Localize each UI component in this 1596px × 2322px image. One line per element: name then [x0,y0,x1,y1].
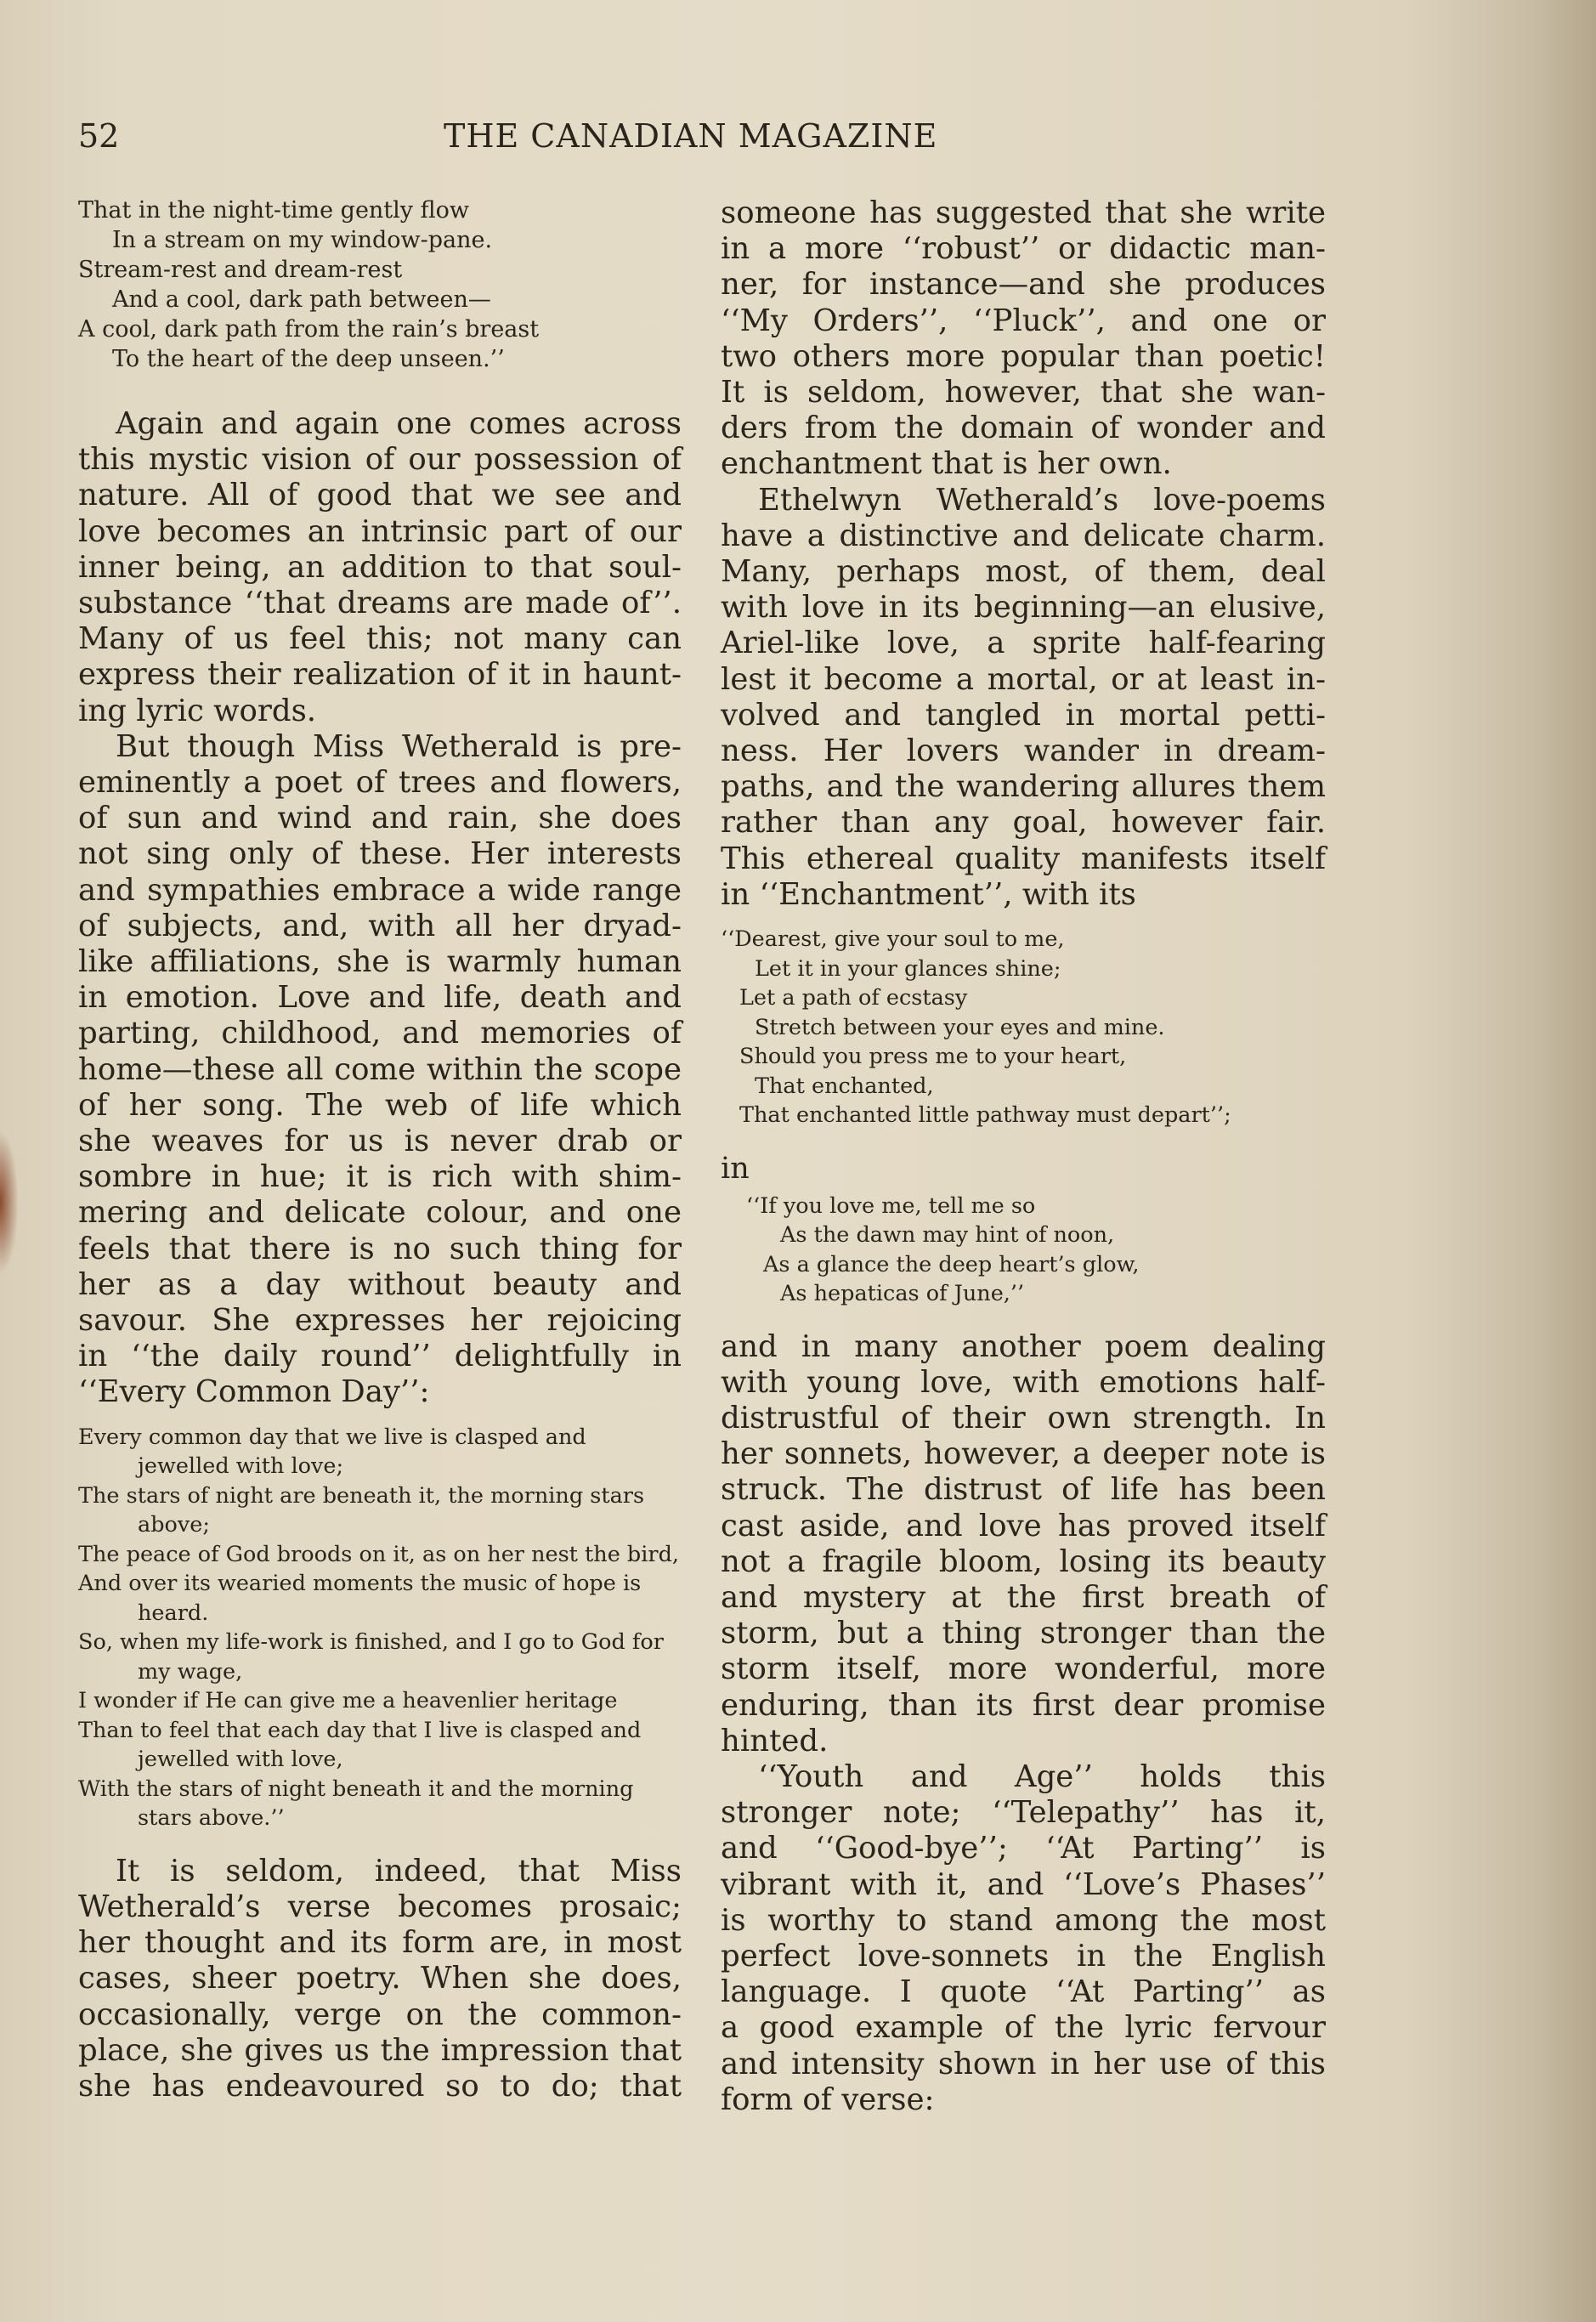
text-line: mering and delicate colour, and one [78,1195,682,1231]
text-line: ness. Her lovers wander in dream- [721,733,1326,769]
text-line: volved and tangled in mortal petti- [721,697,1326,733]
verse-line: Let a path of ecstasy [739,985,968,1011]
text-line: paths, and the wandering allures them [721,769,1326,805]
verse-line: ‘‘Dearest, give your soul to me, [721,926,1065,953]
text-line: occasionally, verge on the common- [78,1996,682,2032]
verse-line: The peace of God broods on it, as on her nest the bird, [78,1541,680,1567]
verse-line: In a stream on my window-pane. [112,227,493,253]
text-line: her as a day without beauty and [78,1266,682,1302]
text-line: her thought and its form are, in most [78,1925,682,1961]
verse-line: Let it in your glances shine; [755,955,1061,982]
text-line: nature. All of good that we see and [78,478,682,513]
text-line: sombre in hue; it is rich with shim- [78,1159,682,1195]
text-line: savour. She expresses her rejoicing [78,1303,682,1339]
verse-line: With the stars of night beneath it and the morning stars above.’’ [78,1775,634,1832]
page-number: 52 [78,117,120,155]
verse-line: I wonder if He can give me a heavenlier heritage [78,1688,618,1714]
text-line: she has endeavoured so to do; that [78,2068,682,2104]
text-line: rather than any goal, however fair. [721,805,1326,841]
text-line: someone has suggested that she write [721,195,1326,230]
text-line: eminently a poet of trees and flowers, [78,765,682,801]
connector-in: in [721,1151,750,1186]
text-line: This ethereal quality manifests itself [721,841,1326,876]
text-line: express their realization of it in haunt- [78,657,682,693]
verse-line: That enchanted little pathway must depart’’; [739,1102,1231,1129]
verse-every-common-day [78,1423,682,1833]
verse-line: A cool, dark path from the rain’s breast [78,316,540,343]
text-line: ‘‘Youth and Age’’ holds this [758,1759,1326,1794]
text-line: and intensity shown in her use of this [721,2046,1326,2081]
verse-line: So, when my life-work is finished, and I go to God for my wage, [78,1629,664,1685]
verse-rain [78,195,682,374]
text-line: ner, for instance—and she produces [721,267,1326,303]
text-line: ing lyric words. [78,693,317,728]
text-line: lest it become a mortal, or at least in- [721,661,1326,697]
text-line: her sonnets, however, a deeper note is [721,1436,1326,1472]
verse-line: Than to feel that each day that I live is clasped and jewelled with love, [78,1717,642,1773]
verse-line: That in the night-time gently flow [78,197,470,224]
text-line: is worthy to stand among the most [721,1902,1326,1938]
text-line: of her song. The web of life which [78,1087,682,1123]
paragraph-youth-and-age [721,1759,1326,2118]
verse-line: And a cool, dark path between— [112,286,491,313]
verse-line: As hepaticas of June,’’ [780,1281,1025,1307]
verse-line: ‘‘If you love me, tell me so [746,1192,1036,1219]
text-line: not a fragile bloom, losing its beauty [721,1543,1326,1579]
paragraph-robust-manner [721,195,1326,483]
text-line: perfect love-sonnets in the English [721,1939,1326,1974]
verse-line: And over its wearied moments the music of hope is heard. [78,1571,642,1626]
paragraph-poet-of-trees [78,729,682,1411]
text-line: of sun and wind and rain, she does [78,801,682,836]
paragraph-seldom-prosaic [78,1854,682,2104]
verse-line: Stream-rest and dream-rest [78,257,403,283]
verse-line: As the dawn may hint of noon, [780,1222,1115,1249]
verse-line: The stars of night are beneath it, the morning stars above; [78,1482,645,1538]
text-line: she weaves for us is never drab or [78,1124,682,1159]
text-line: substance ‘‘that dreams are made of’’. [78,586,682,621]
text-line: parting, childhood, and memories of [78,1016,682,1051]
text-line: home—these all come within the scope [78,1051,682,1087]
text-line: It is seldom, however, that she wan- [721,375,1326,411]
text-line: Ethelwyn Wetherald’s love-poems [758,482,1326,518]
text-line: Wetherald’s verse becomes prosaic; [78,1889,682,1924]
paragraph-mystic-vision [78,406,682,729]
text-line: enduring, than its first dear promise [721,1687,1326,1723]
text-line: ‘‘Every Common Day’’: [78,1374,430,1410]
text-line: Many of us feel this; not many can [78,621,682,657]
text-line: in emotion. Love and life, death and [78,980,682,1016]
verse-if-you-love-me [721,1192,1326,1309]
text-line: distrustful of their own strength. In [721,1400,1326,1436]
text-line: language. I quote ‘‘At Parting’’ as [721,1974,1326,2010]
text-line: stronger note; ‘‘Telepathy’’ has it, [721,1795,1326,1831]
text-line: ‘‘My Orders’’, ‘‘Pluck’’, and one or [721,303,1326,338]
text-line: cast aside, and love has proved itself [721,1508,1326,1543]
verse-line: Should you press me to your heart, [739,1044,1127,1070]
text-line: in ‘‘Enchantment’’, with its [721,876,1136,912]
text-line: and ‘‘Good-bye’’; ‘‘At Parting’’ is [721,1831,1326,1866]
verse-line: As a glance the deep heart’s glow, [763,1251,1140,1277]
left-column [78,195,682,2104]
text-line: storm, but a thing stronger than the [721,1616,1326,1651]
text-line: cases, sheer poetry. When she does, [78,1961,682,1996]
text-line: Again and again one comes across [116,406,682,441]
text-line: this mystic vision of our possession of [78,442,682,478]
text-line: It is seldom, indeed, that Miss [116,1853,682,1889]
right-column [721,195,1326,2118]
text-line: of subjects, and, with all her dryad- [78,908,682,943]
text-line: form of verse: [721,2081,935,2117]
text-line: Many, perhaps most, of them, deal [721,554,1326,590]
text-line: like affiliations, she is warmly human [78,944,682,980]
text-line: and sympathies embrace a wide range [78,872,682,908]
text-line: love becomes an intrinsic part of our [78,513,682,549]
text-line: in ‘‘the daily round’’ delightfully in [78,1339,682,1374]
page-header [78,117,971,168]
text-line: enchantment that is her own. [721,446,1172,482]
verse-line: Every common day that we live is clasped and jewelled with love; [78,1424,586,1480]
text-line: But though Miss Wetherald is pre- [116,728,682,764]
text-line: not sing only of these. Her interests [78,836,682,872]
text-line: Ariel-like love, a sprite half-fearing [721,626,1326,661]
verse-line: Stretch between your eyes and mine. [755,1014,1165,1040]
text-line: ders from the domain of wonder and [721,411,1326,446]
running-title: THE CANADIAN MAGAZINE [444,117,938,155]
text-line: storm itself, more wonderful, more [721,1651,1326,1687]
text-line: hinted. [721,1723,829,1758]
verse-line: That enchanted, [755,1073,934,1099]
text-line: two others more popular than poetic! [721,338,1326,374]
text-line: have a distinctive and delicate charm. [721,518,1326,553]
text-line: place, she gives us the impression that [78,2032,682,2068]
text-line: and mystery at the first breath of [721,1579,1326,1615]
text-line: struck. The distrust of life has been [721,1472,1326,1508]
text-line: vibrant with it, and ‘‘Love’s Phases’’ [721,1866,1326,1902]
text-line: a good example of the lyric fervour [721,2010,1326,2046]
text-line: in a more ‘‘robust’’ or didactic man- [721,231,1326,267]
verse-line: To the heart of the deep unseen.’’ [112,346,505,372]
text-line: with love in its beginning—an elusive, [721,590,1326,626]
text-line: and in many another poem dealing [721,1328,1326,1364]
paragraph-love-poems [721,483,1326,913]
page-edge-shadow [0,1130,19,1275]
text-line: inner being, an addition to that soul- [78,549,682,585]
paragraph-young-love [721,1329,1326,1759]
verse-enchantment [721,925,1326,1130]
text-line: feels that there is no such thing for [78,1231,682,1266]
text-line: with young love, with emotions half- [721,1364,1326,1400]
